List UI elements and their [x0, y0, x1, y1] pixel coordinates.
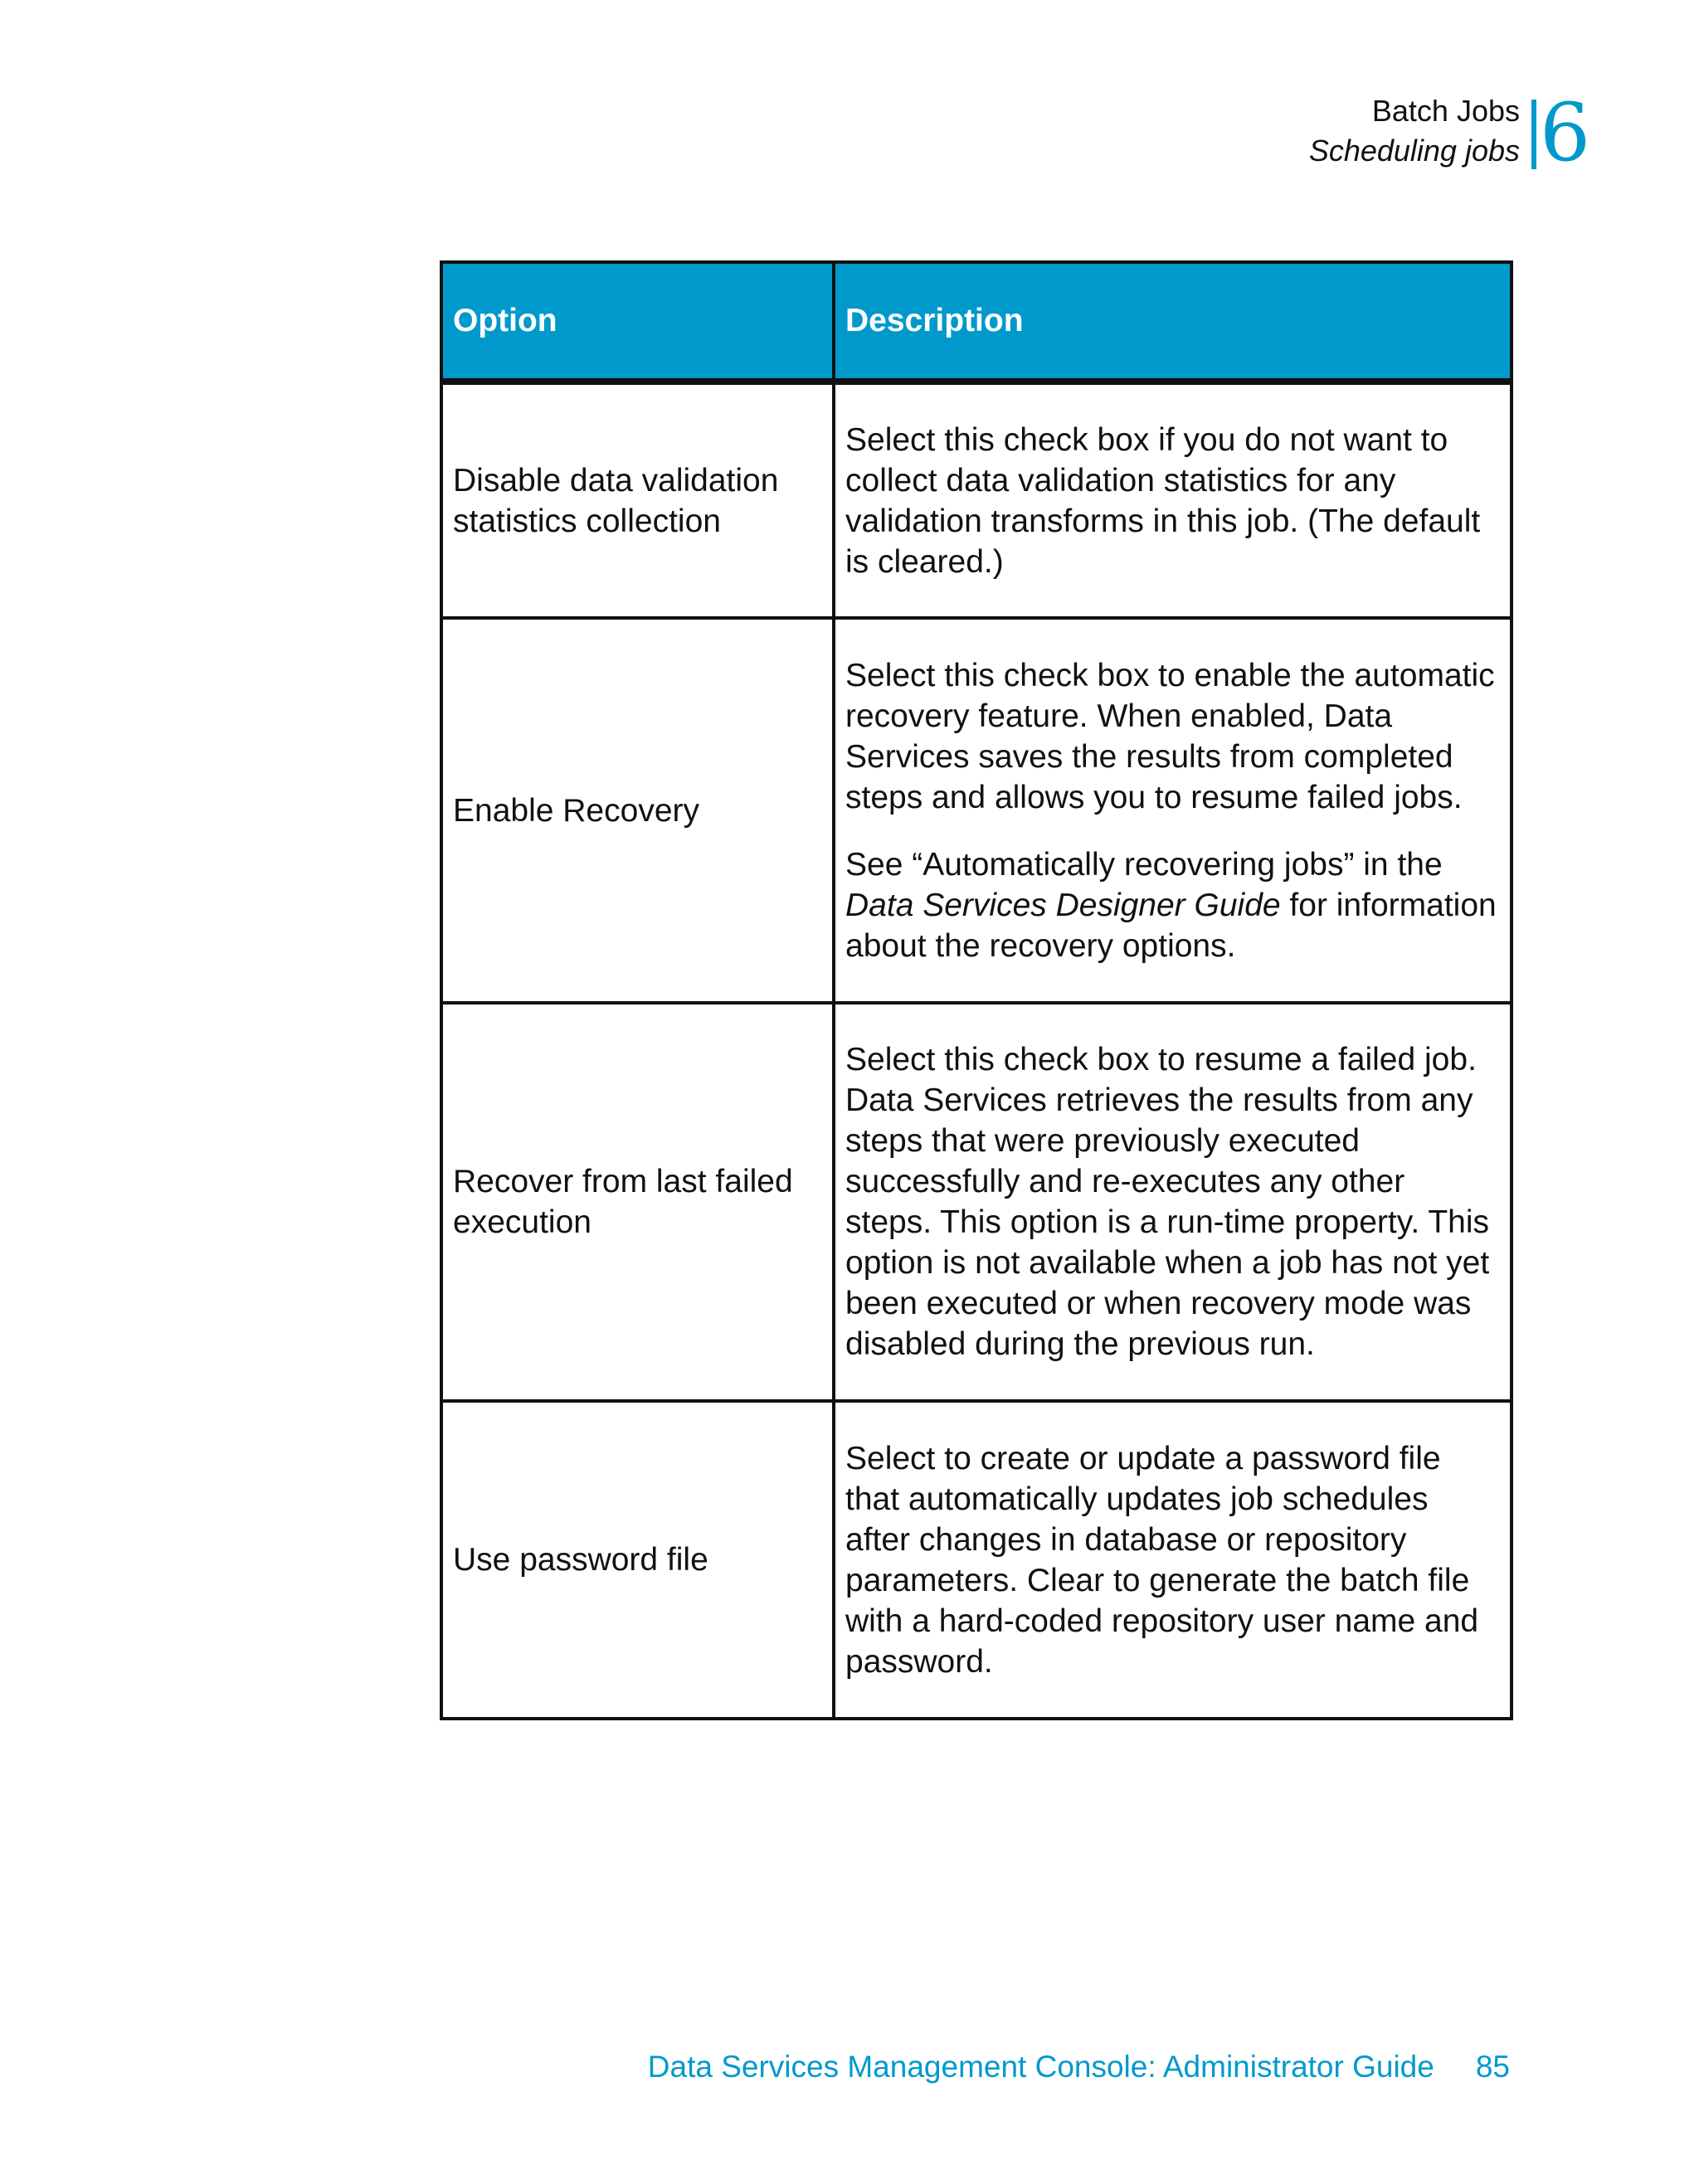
description-cell	[834, 618, 1512, 1003]
table-row	[441, 1003, 1512, 1401]
chapter-marker-bar	[1531, 100, 1536, 169]
description-paragraph: Select this check box to enable the automatic recovery feature. When enabled, Data Services saves the results from completed steps and allows you to resume failed jobs.	[845, 657, 1495, 815]
table-row	[441, 618, 1512, 1003]
chapter-number: 6	[1540, 86, 1591, 179]
description-cell: Select this check box if you do not want to collect data validation statistics for any validation transforms in this job. (The default is cleared.)	[834, 382, 1512, 618]
option-cell: Recover from last failed execution	[441, 1003, 834, 1401]
table-row	[441, 382, 1512, 618]
table-header-row	[441, 262, 1512, 382]
page-footer	[648, 2047, 1510, 2087]
option-cell: Disable data validation statistics collection	[441, 382, 834, 618]
running-header	[1309, 91, 1520, 171]
table-row	[441, 1401, 1512, 1719]
page-number: 85	[1475, 2050, 1510, 2084]
footer-guide-title: Data Services Management Console: Administrator Guide	[647, 2050, 1434, 2084]
description-cell: Select to create or update a password file that automatically updates job schedules after changes in database or repository parameters. Clear to generate the batch file with a hard-coded repository user name and password.	[834, 1401, 1512, 1719]
section-title: Scheduling jobs	[1308, 134, 1520, 168]
note-prefix: See “Automatically recovering jobs” in the	[845, 846, 1443, 883]
column-header-description: Description	[834, 262, 1512, 382]
description-cell: Select this check box to resume a failed job. Data Services retrieves the results from any steps that were previously executed successfully and re-executes any other steps. This option is a run-time property. This option is not available when a job has not yet been executed or when recovery mode was disabled during the previous run.	[834, 1003, 1512, 1401]
column-header-option: Option	[441, 262, 834, 382]
option-cell: Use password file	[441, 1401, 834, 1719]
chapter-title: Batch Jobs	[1371, 94, 1520, 128]
note-guide-title: Data Services Designer Guide	[845, 887, 1281, 923]
options-table	[440, 260, 1513, 1720]
note-suffix: for information about the recovery options.	[845, 887, 1497, 964]
option-cell: Enable Recovery	[441, 618, 834, 1003]
description-note	[845, 844, 1500, 966]
